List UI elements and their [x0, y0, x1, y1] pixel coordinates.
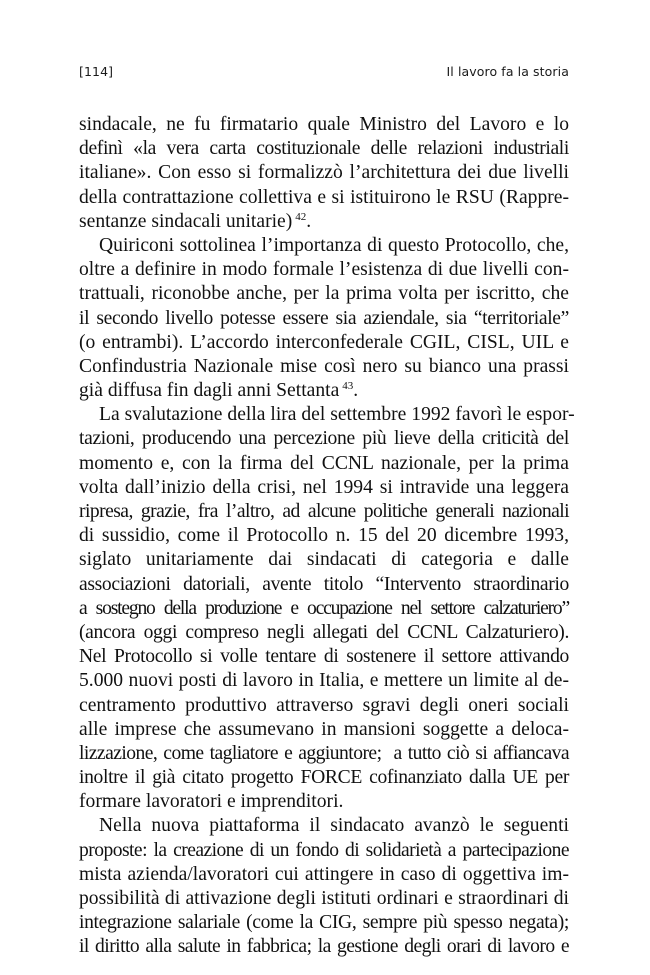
text-line: 5.000 nuovi posti di lavoro in Italia, e mettere un limite al de-: [79, 670, 569, 692]
text-line-punctuation: .: [353, 380, 359, 402]
text-line: centramento produttivo attraverso sgravi degli oneri sociali: [79, 694, 569, 716]
text-line: volta dall’inizio della crisi, nel 1994 si intravide una leggera: [79, 476, 569, 498]
text-line: ripresa, grazie, fra l’altro, ad alcune politiche generali nazionali: [79, 501, 569, 522]
text-line: Confindustria Nazionale mise così nero su bianco una prassi: [79, 355, 569, 377]
text-line: La svalutazione della lira del settembre 1992 favorì le espor-: [99, 404, 575, 426]
text-line: formare lavoratori e imprenditori.: [79, 791, 344, 813]
text-line: Quiriconi sottolinea l’importanza di questo Protocollo, che,: [99, 234, 569, 256]
text-line: definì «la vera carta costituzionale delle relazioni industriali: [79, 138, 569, 160]
text-line: della contrattazione collettiva e si istituirono le RSU (Rappre-: [79, 186, 569, 208]
body-text: [79, 113, 575, 960]
footnote-ref: 43: [342, 380, 354, 393]
text-line: il diritto alla salute in fabbrica; la gestione degli orari di lavoro e: [79, 936, 569, 958]
text-line: Nella nuova piattaforma il sindacato avanzò le seguenti: [99, 815, 569, 837]
text-line: integrazione salariale (come la CIG, sempre più spesso negata);: [79, 912, 569, 934]
text-line: [79, 210, 569, 234]
text-line: (ancora oggi compreso negli allegati del CCNL Calzaturiero).: [79, 621, 569, 643]
text-line: italiane». Con esso si formalizzò l’architettura dei due livelli: [79, 162, 569, 184]
text-line: il secondo livello potesse essere sia aziendale, sia “territoriale”: [79, 307, 569, 329]
footnote-ref: 42: [295, 210, 307, 223]
text-line: inoltre il già citato progetto FORCE cofinanziato dalla UE per: [79, 767, 569, 789]
text-line: mista azienda/lavoratori cui attingere in caso di oggettiva im-: [79, 863, 569, 885]
text-line: alle imprese che assumevano in mansioni soggette a deloca-: [79, 718, 569, 740]
running-title: Il lavoro fa la storia: [446, 64, 569, 79]
text-line-content: già diffusa fin dagli anni Settanta: [79, 380, 340, 402]
text-line: siglato unitariamente dai sindacati di categoria e dalle: [79, 549, 569, 571]
text-line: proposte: la creazione di un fondo di solidarietà a partecipazione: [79, 839, 569, 861]
text-line: tazioni, producendo una percezione più lieve della criticità del: [79, 428, 569, 450]
text-line: momento e, con la firma del CCNL nazionale, per la prima: [79, 452, 569, 474]
text-line: [79, 379, 569, 403]
text-line-punctuation: .: [306, 210, 312, 232]
text-line: sindacale, ne fu firmatario quale Ministro del Lavoro e lo: [79, 114, 569, 135]
text-line: a sostegno della produzione e occupazione nel settore calzaturiero”: [79, 597, 569, 619]
text-line: oltre a definire in modo formale l’esistenza di due livelli con-: [79, 259, 569, 281]
text-line: trattuali, riconobbe anche, per la prima volta per iscritto, che: [79, 283, 569, 305]
text-line: (o entrambi). L’accordo interconfederale CGIL, CISL, UIL e: [79, 331, 569, 353]
page-header: [79, 64, 569, 84]
text-line: lizzazione, come tagliatore e aggiuntore; a tutto ciò si affiancava: [79, 742, 569, 764]
text-line-content: sentanze sindacali unitarie): [79, 210, 293, 232]
page-number: [114]: [79, 64, 114, 79]
text-line: di sussidio, come il Protocollo n. 15 del 20 dicembre 1993,: [79, 525, 569, 547]
text-line: associazioni datoriali, avente titolo “Intervento straordinario: [79, 573, 569, 595]
text-line: Nel Protocollo si volle tentare di sostenere il settore attivando: [79, 646, 569, 668]
text-line: possibilità di attivazione degli istituti ordinari e straordinari di: [79, 888, 569, 909]
